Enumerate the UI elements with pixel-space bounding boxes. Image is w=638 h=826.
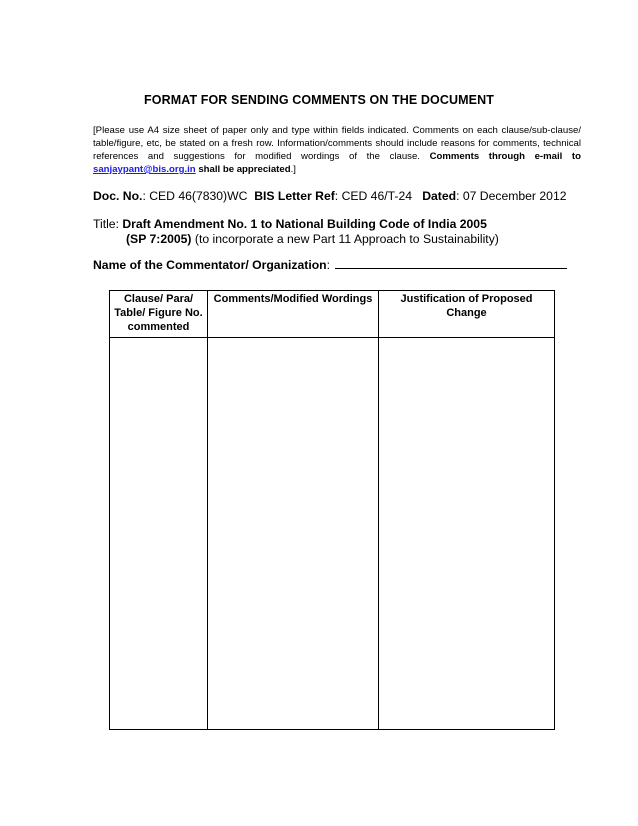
commentator-colon: : <box>326 258 334 272</box>
cell-comments[interactable] <box>208 338 379 730</box>
doc-no-value: : CED 46(7830)WC <box>142 189 248 203</box>
cell-clause[interactable] <box>110 338 208 730</box>
header-comments: Comments/Modified Wordings <box>208 291 379 338</box>
letter-ref-value: : CED 46/T-24 <box>334 189 413 203</box>
table-header-row <box>110 291 555 338</box>
comments-table <box>109 290 555 730</box>
cell-justification[interactable] <box>379 338 555 730</box>
commentator-label: Name of the Commentator/ Organization <box>93 258 327 272</box>
email-link[interactable]: sanjaypant@bis.org.in <box>93 164 196 175</box>
page-title: FORMAT FOR SENDING COMMENTS ON THE DOCUMENT <box>144 93 494 107</box>
dated-value: : 07 December 2012 <box>456 189 567 203</box>
document-title: Draft Amendment No. 1 to National Building Code of India 2005 <box>122 217 487 231</box>
letter-ref-label: BIS Letter Ref <box>254 189 335 203</box>
title-label: Title: <box>93 217 123 231</box>
sp-reference: (SP 7:2005) <box>126 232 192 246</box>
sp-description: (to incorporate a new Part 11 Approach to Sustainability) <box>191 232 499 246</box>
instructions-text: [Please use A4 size sheet of paper only and type within fields indicated. Comments on each clause/sub-clause/ table/figure, etc, be stated on a fresh row. Information/comments should include reasons for comments, technical references and suggestions for modified wordings of the clause. <box>93 125 581 162</box>
table-row <box>110 338 555 730</box>
instructions-end: .] <box>290 164 296 175</box>
commentator-line <box>93 256 567 272</box>
document-title-block <box>93 217 499 247</box>
instructions-appreciated: shall be appreciated <box>195 164 291 175</box>
header-clause: Clause/ Para/ Table/ Figure No. commented <box>110 291 208 338</box>
commentator-blank-field[interactable] <box>335 256 567 269</box>
instructions <box>93 124 581 176</box>
instructions-email-note: Comments through e-mail to <box>429 151 581 162</box>
doc-no-label: Doc. No. <box>93 189 143 203</box>
dated-label: Dated <box>422 189 457 203</box>
document-info-line <box>93 189 567 203</box>
header-justification: Justification of Proposed Change <box>379 291 555 338</box>
